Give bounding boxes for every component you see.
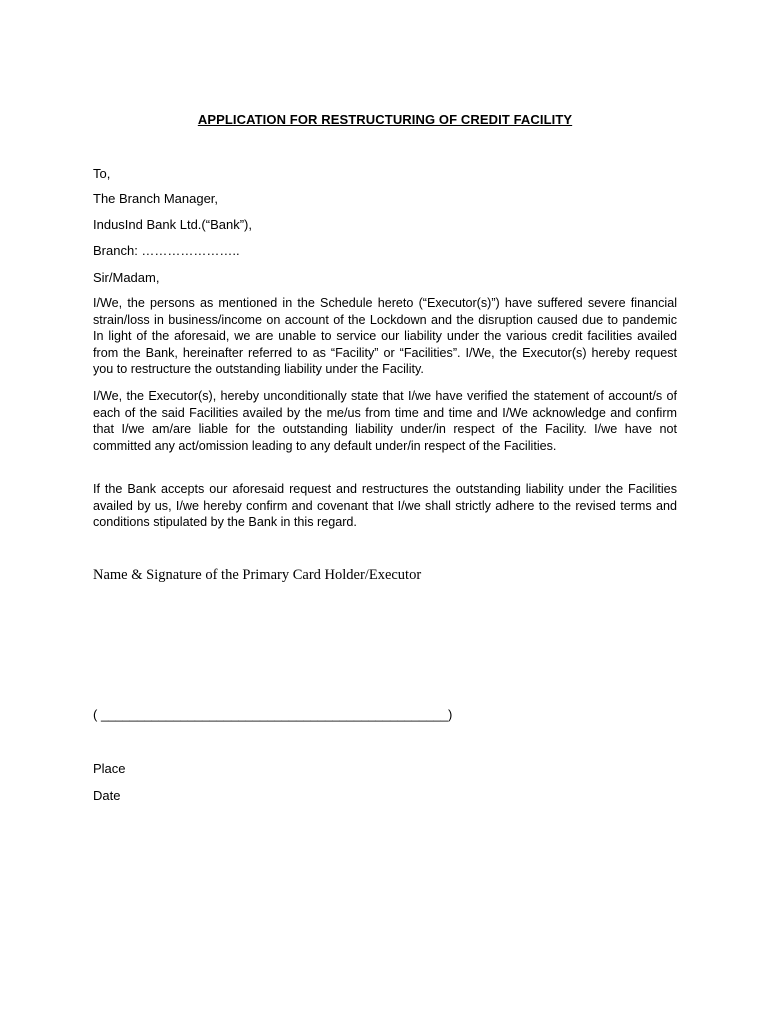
signature-line: ( ________________________________________________) xyxy=(93,707,453,722)
document-title: APPLICATION FOR RESTRUCTURING OF CREDIT FACILITY xyxy=(197,112,573,127)
bank-name: IndusInd Bank Ltd.(“Bank”), xyxy=(93,217,252,232)
signature-label: Name & Signature of the Primary Card Holder/Executor xyxy=(93,567,422,583)
paragraph-1: I/We, the persons as mentioned in the Schedule hereto (“Executor(s)”) have suffered severe financial strain/loss in business/income on account of the Lockdown and the disruption caused due to pandemic In light of the aforesaid, we are unable to service our liability under the various credit facilities availed from the Bank, hereinafter referred to as “Facility” or “Facilities”. I/We, the Executor(s) hereby request you to restructure the outstanding liability under the Facility. xyxy=(93,296,677,377)
paragraph-3: If the Bank accepts our aforesaid request and restructures the outstanding liability under the Facilities availed by us, I/we hereby confirm and covenant that I/we shall strictly adhere to the revised terms and conditions stipulated by the Bank in this regard. xyxy=(93,482,677,530)
date-label: Date xyxy=(93,788,121,803)
salutation-to: To, xyxy=(93,166,111,181)
greeting: Sir/Madam, xyxy=(93,270,160,285)
recipient: The Branch Manager, xyxy=(93,191,219,206)
paragraph-2: I/We, the Executor(s), hereby unconditionally state that I/we have verified the statement of account/s of each of the said Facilities availed by the me/us from time and time and I/We acknowledge and confirm that I/we am/are liable for the outstanding liability under/in respect of the Facility. I/we have not committed any act/omission leading to any default under/in respect of the Facilities. xyxy=(93,389,677,453)
branch-line: Branch: ………………….. xyxy=(93,243,240,258)
place-label: Place xyxy=(93,761,126,776)
